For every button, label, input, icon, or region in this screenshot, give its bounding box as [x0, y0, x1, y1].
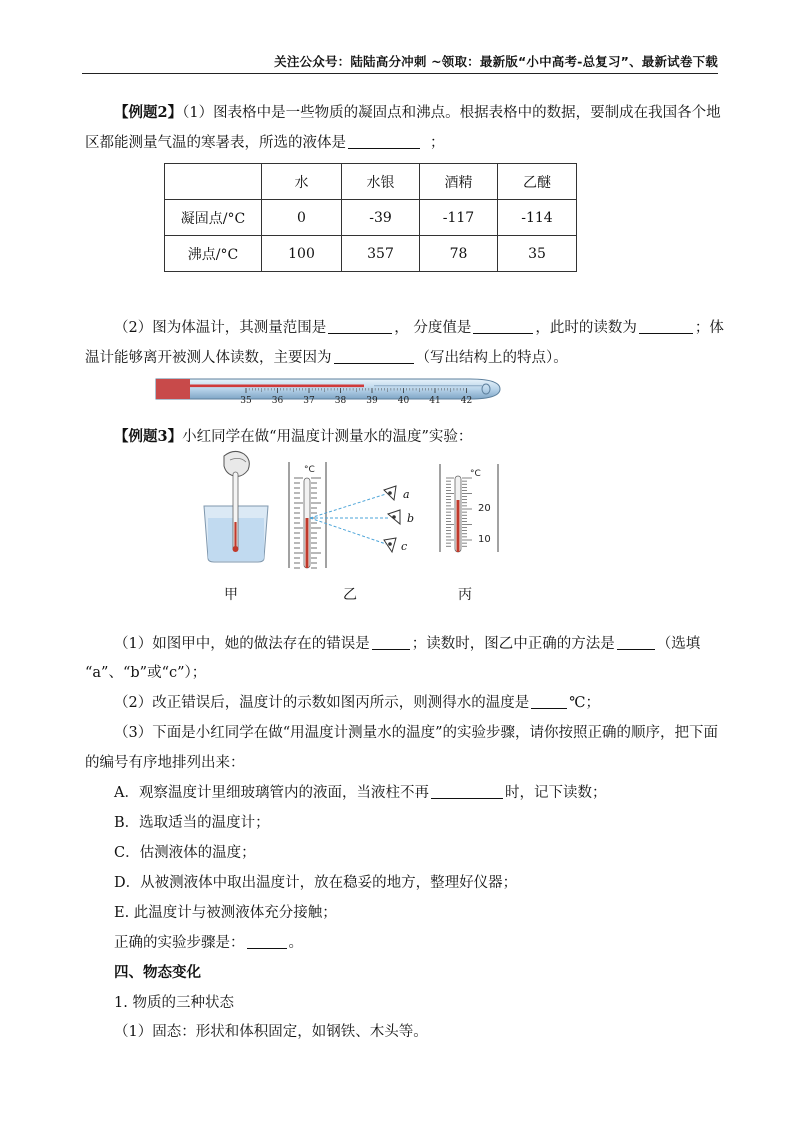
example2-q1-line2: 区都能测量气温的寒暑表，所选的液体是 ； — [85, 135, 445, 151]
table-cell: 0 — [262, 200, 342, 236]
scale-label: 37 — [303, 396, 315, 406]
example3-label: 【例题3】 — [114, 428, 183, 445]
scale-label: 38 — [334, 396, 347, 406]
correct-steps-answer: 正确的实验步骤是： 。 — [114, 935, 303, 951]
liquid-column — [457, 500, 460, 552]
figure-bing-thermometer-reading — [436, 462, 502, 554]
example3-intro: 【例题3】小红同学在做“用温度计测量水的温度”实验： — [114, 428, 473, 445]
step-d: D．从被测液体中取出温度计，放在稳妥的地方，整理好仪器； — [114, 875, 518, 891]
example3-q3-line2: 的编号有序地排列出来： — [85, 755, 245, 771]
clinical-thermometer-figure — [152, 372, 504, 406]
table-cell: 凝固点/°C — [165, 200, 262, 236]
figure-caption-yi: 乙 — [343, 587, 357, 603]
table-header-row — [165, 164, 577, 200]
table-cell: 水银 — [342, 164, 420, 200]
answer-blank — [247, 934, 287, 949]
unit-label: °C — [304, 465, 315, 475]
scale-label: 42 — [460, 396, 473, 406]
answer-blank — [473, 319, 533, 334]
step-a: A．观察温度计里细玻璃管内的液面，当液柱不再 时，记下读数； — [114, 785, 607, 801]
table-cell: -114 — [498, 200, 577, 236]
example3-q2: （2）改正错误后，温度计的示数如图丙所示，则测得水的温度是 ℃； — [114, 695, 600, 711]
answer-blank — [531, 694, 567, 709]
answer-blank — [617, 635, 655, 650]
thermometer-bulb — [156, 379, 190, 399]
figure-yi-reading-positions — [286, 458, 422, 570]
section4-item1: （1）固态：形状和体积固定，如钢铁、木头等。 — [114, 1024, 428, 1040]
header-rule — [82, 73, 718, 74]
step-c: C．估测液体的温度； — [114, 845, 256, 861]
table-row — [165, 200, 577, 236]
scale-label-20: 20 — [478, 503, 491, 514]
table-cell: 357 — [342, 236, 420, 272]
table-cell: 35 — [498, 236, 577, 272]
eye-label-a: a — [403, 488, 410, 501]
example2-label: 【例题2】 — [114, 104, 183, 121]
answer-blank — [328, 319, 392, 334]
answer-blank — [431, 784, 503, 799]
example3-q1-line1: （1）如图甲中，她的做法存在的错误是 ；读数时，图乙中正确的方法是 （选填 — [114, 636, 701, 652]
section4-subheading: 1. 物质的三种状态 — [114, 995, 234, 1011]
scale-label: 39 — [366, 396, 378, 406]
example2-q2-line1: （2）图为体温计，其测量范围是 ， 分度值是 ，此时的读数为 ；体 — [114, 320, 724, 336]
scale-label: 35 — [240, 396, 252, 406]
figure-caption-jia: 甲 — [224, 587, 238, 603]
scale-label: 41 — [429, 396, 441, 406]
table-cell: 水 — [262, 164, 342, 200]
scale-label: 40 — [397, 396, 410, 406]
table-cell: 78 — [420, 236, 498, 272]
table-row — [165, 236, 577, 272]
table-cell: 100 — [262, 236, 342, 272]
substance-property-table — [164, 163, 577, 272]
unit-label: °C — [470, 469, 481, 479]
table-cell — [165, 164, 262, 200]
scale-label: 36 — [271, 396, 284, 406]
table-cell: 酒精 — [420, 164, 498, 200]
step-e: E. 此温度计与被测液体充分接触； — [114, 905, 337, 921]
example3-q1-line2: “a”、“b”或“c”）； — [85, 665, 207, 681]
eye-label-b: b — [407, 512, 415, 525]
answer-blank — [348, 134, 420, 149]
scale-label-10: 10 — [478, 534, 491, 545]
step-b: B．选取适当的温度计； — [114, 815, 270, 831]
liquid-column — [306, 518, 309, 568]
example3-q3-line1: （3）下面是小红同学在做“用温度计测量水的温度”的实验步骤，请你按照正确的顺序，把下面 — [114, 725, 719, 741]
mercury-column — [190, 385, 364, 388]
example2-q2-line2: 温计能够离开被测人体读数，主要因为 （写出结构上的特点）。 — [85, 350, 568, 366]
eye-label-c: c — [401, 540, 408, 553]
answer-blank — [639, 319, 693, 334]
figure-jia-beaker — [200, 448, 272, 568]
section4-title: 四、物态变化 — [114, 964, 201, 981]
figure-caption-bing: 丙 — [458, 587, 472, 603]
table-cell: 沸点/°C — [165, 236, 262, 272]
table-cell: -39 — [342, 200, 420, 236]
answer-blank — [372, 635, 410, 650]
example2-q1-line1: 【例题2】（1）图表格中是一些物质的凝固点和沸点。根据表格中的数据，要制成在我国各个地 — [114, 104, 721, 121]
table-cell: 乙醚 — [498, 164, 577, 200]
page-header: 关注公众号：陆陆高分冲刺 ~领取：最新版“小中高考-总复习”、最新试卷下载 — [274, 54, 718, 69]
answer-blank — [334, 349, 414, 364]
table-cell: -117 — [420, 200, 498, 236]
